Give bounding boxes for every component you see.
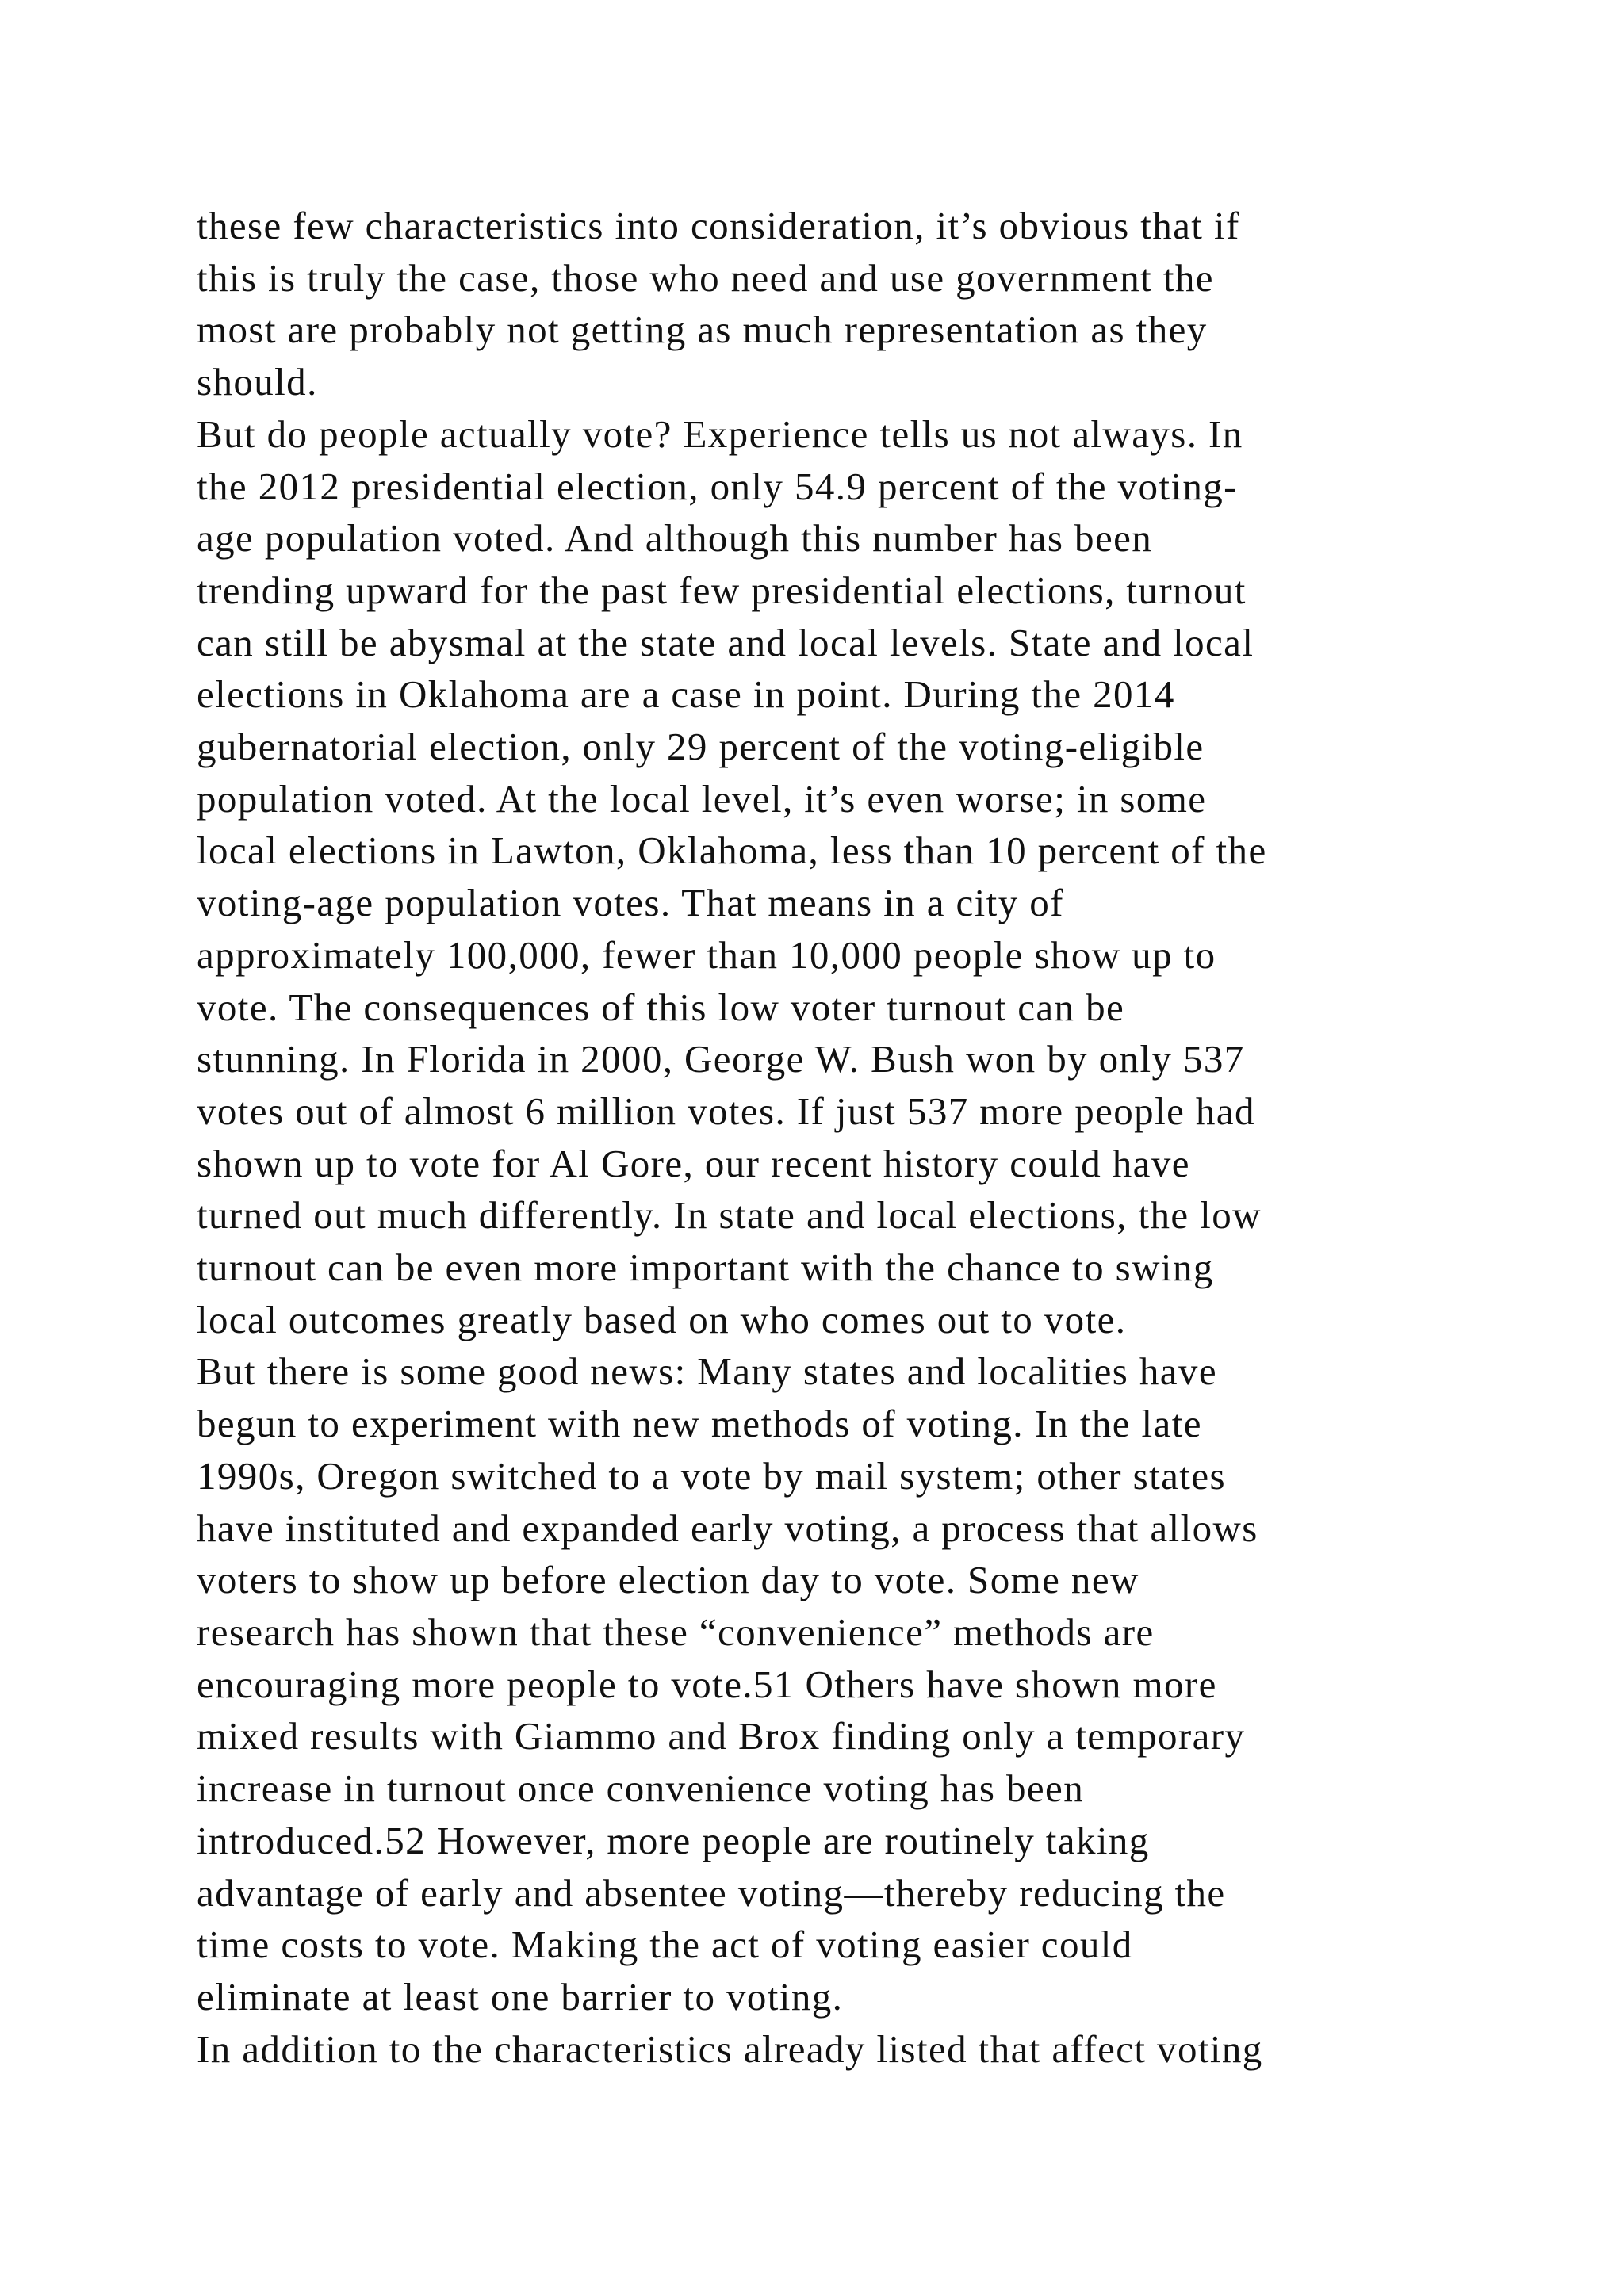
text-line: these few characteristics into consideration, it’s obvious that if bbox=[197, 204, 1240, 247]
text-line: turnout can be even more important with the chance to swing bbox=[197, 1246, 1214, 1290]
text-line: turned out much differently. In state and local elections, the low bbox=[197, 1193, 1262, 1238]
text-line: local outcomes greatly based on who comes out to vote. bbox=[197, 1297, 1127, 1341]
text-line: local elections in Lawton, Oklahoma, less than 10 percent of the bbox=[197, 828, 1267, 873]
text-line: eliminate at least one barrier to voting. bbox=[197, 1974, 844, 2019]
text-line: this is truly the case, those who need and use government the bbox=[197, 255, 1214, 300]
text-line: voting-age population votes. That means in a city of bbox=[197, 881, 1064, 925]
text-line: voters to show up before election day to vote. Some new bbox=[197, 1558, 1139, 1602]
text-line: approximately 100,000, fewer than 10,000 people show up to bbox=[197, 932, 1216, 977]
text-line: research has shown that these “convenience” methods are bbox=[197, 1609, 1155, 1654]
text-line: But there is some good news: Many states and localities have bbox=[197, 1349, 1217, 1394]
text-line: trending upward for the past few presidential elections, turnout bbox=[197, 568, 1247, 612]
text-line: vote. The consequences of this low voter turnout can be bbox=[197, 985, 1125, 1029]
text-line: the 2012 presidential election, only 54.9 percent of the voting- bbox=[197, 464, 1238, 508]
text-line: 1990s, Oregon switched to a vote by mail system; other states bbox=[197, 1453, 1226, 1498]
text-line: elections in Oklahoma are a case in point. During the 2014 bbox=[197, 672, 1175, 717]
text-line: advantage of early and absentee voting—thereby reducing the bbox=[197, 1870, 1226, 1915]
text-line: votes out of almost 6 million votes. If just 537 more people had bbox=[197, 1089, 1255, 1133]
text-line: mixed results with Giammo and Brox finding only a temporary bbox=[197, 1714, 1246, 1758]
text-line: can still be abysmal at the state and local levels. State and local bbox=[197, 620, 1254, 664]
text-line: increase in turnout once convenience voting has been bbox=[197, 1766, 1085, 1811]
text-line: In addition to the characteristics already listed that affect voting bbox=[197, 2026, 1263, 2071]
text-line: time costs to vote. Making the act of voting easier could bbox=[197, 1923, 1133, 1967]
text-line: But do people actually vote? Experience tells us not always. In bbox=[197, 411, 1243, 456]
body-text bbox=[197, 200, 1608, 2075]
text-line: introduced.52 However, more people are routinely taking bbox=[197, 1818, 1150, 1862]
text-line: have instituted and expanded early voting, a process that allows bbox=[197, 1506, 1258, 1550]
text-line: gubernatorial election, only 29 percent of the voting-eligible bbox=[197, 725, 1205, 769]
text-line: begun to experiment with new methods of voting. In the late bbox=[197, 1402, 1202, 1446]
text-line: age population voted. And although this number has been bbox=[197, 516, 1153, 561]
text-line: stunning. In Florida in 2000, George W. Bush won by only 537 bbox=[197, 1037, 1245, 1081]
text-line: shown up to vote for Al Gore, our recent history could have bbox=[197, 1141, 1190, 1185]
text-line: most are probably not getting as much representation as they bbox=[197, 308, 1208, 352]
text-line: encouraging more people to vote.51 Others have shown more bbox=[197, 1662, 1217, 1706]
text-line: should. bbox=[197, 360, 318, 404]
text-line: population voted. At the local level, it’s even worse; in some bbox=[197, 776, 1207, 821]
